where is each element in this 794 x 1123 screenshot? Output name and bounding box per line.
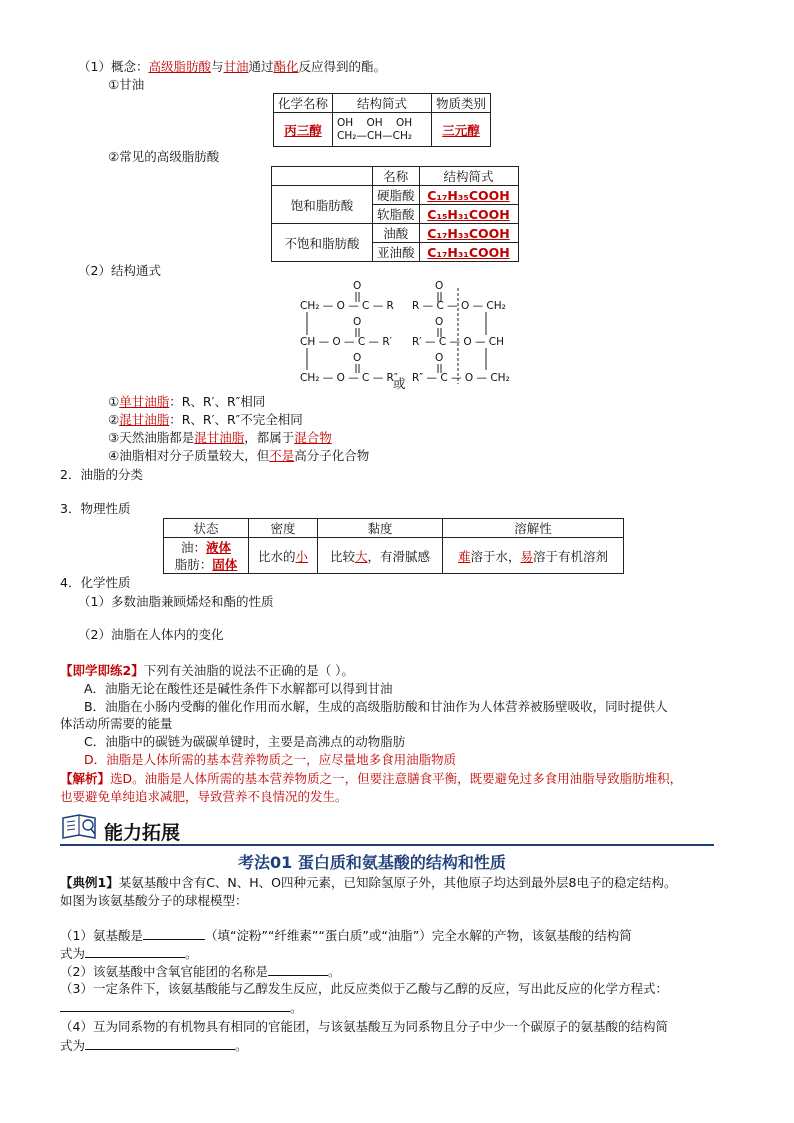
example-intro-cont: 如图为该氨基酸分子的球棍模型：	[60, 893, 248, 908]
fatty-acid-group-unsaturated: 不饱和脂肪酸	[272, 224, 373, 262]
solubility-post: 溶于有机溶剂	[533, 548, 609, 564]
chem-property-2: （2）油脂在人体内的变化	[78, 627, 224, 642]
physical-header: 状态	[164, 519, 249, 538]
physical-header: 黏度	[318, 519, 443, 538]
q2-pre: （2）该氨基酸中含氧官能团的名称是	[60, 964, 268, 979]
section-chemical: 4．化学性质	[60, 575, 131, 590]
point-num: ②	[108, 412, 120, 427]
viscosity-post: ，有滑腻感	[367, 548, 431, 564]
solubility-key-1: 难	[457, 548, 471, 564]
point-pre: 天然油脂都是	[119, 430, 195, 445]
point-key2: 混合物	[294, 430, 332, 445]
glycerol-header-formula: 结构简式	[333, 94, 432, 113]
structure-or: 或	[393, 376, 406, 391]
example-intro-text: 某氨基酸中含有C、N、H、O四种元素，已知除氢原子外，其他原子均达到最外层8电子的稳定结构。	[118, 875, 677, 890]
viscosity-pre: 比较	[329, 548, 355, 564]
glycerol-formula-top: OH OH OH	[337, 116, 413, 129]
solubility-key-2: 易	[520, 548, 534, 564]
left-row-1: CH₂ — O — C — R	[300, 300, 394, 312]
q4-post: 。	[235, 1038, 248, 1053]
left-oxygen: O	[353, 352, 362, 364]
point-key: 混甘油脂	[194, 430, 245, 445]
right-row-2: R′ — C — O — CH	[412, 336, 505, 348]
practice-option-d: D．油脂是人体所需的基本营养物质之一，应尽量地多食用油脂物质	[84, 752, 457, 767]
physical-header: 密度	[249, 519, 318, 538]
left-row-3: CH₂ — O — C — R″	[300, 372, 398, 384]
point-rest: ：R、R′、R″相同	[169, 394, 266, 409]
example-tag: 【典例1】	[60, 875, 119, 890]
state-fat	[168, 556, 244, 573]
point-rest: 高分子化合物	[294, 448, 370, 463]
point-3	[108, 429, 332, 446]
fatty-acid-group-saturated: 饱和脂肪酸	[272, 186, 373, 224]
right-row-3: R″ — C — O — CH₂	[412, 372, 510, 384]
point-num: ④	[108, 448, 120, 463]
q1-formula-blank[interactable]	[85, 944, 185, 958]
left-oxygen: O	[353, 316, 362, 328]
concept-line	[78, 58, 386, 75]
right-oxygen: O	[435, 316, 444, 328]
fatty-acid-table	[271, 166, 519, 262]
fatty-acid-name: 油酸	[373, 224, 420, 243]
glycerol-header-category: 物质类别	[432, 94, 491, 113]
fatty-acid-header-name: 名称	[373, 167, 420, 186]
physical-density	[249, 538, 318, 574]
state-oil	[168, 539, 244, 556]
example-q4: （4）互为同系物的有机物具有相同的官能团，与该氨基酸互为同系物且分子中少一个碳原子的氨基酸的结构简	[60, 1019, 668, 1034]
concept-reaction: 酯化	[273, 59, 299, 74]
glycerol-formula-bottom: CH₂—CH—CH₂	[337, 129, 413, 142]
fatty-acid-label: ②常见的高级脂肪酸	[108, 149, 220, 164]
point-rest: ：R、R′、R″不完全相同	[169, 412, 303, 427]
q4-pre: 式为	[60, 1038, 86, 1053]
fatty-acid-formula: C₁₅H₃₁COOH	[419, 205, 518, 224]
state-fat-value: 固体	[212, 556, 238, 572]
fatty-acid-name: 软脂酸	[373, 205, 420, 224]
physical-state	[164, 538, 249, 574]
concept-acid: 高级脂肪酸	[148, 59, 211, 74]
q3-blank[interactable]	[60, 998, 290, 1012]
structure-right	[412, 280, 512, 390]
right-row-1: R — C — O — CH₂	[412, 300, 506, 312]
density-pre: 比水的	[257, 548, 296, 564]
example-intro	[60, 874, 676, 891]
glycerol-header-name: 化学名称	[274, 94, 333, 113]
q3-post: 。	[290, 1000, 303, 1015]
point-num: ①	[108, 394, 120, 409]
physical-header: 溶解性	[443, 519, 624, 538]
structure-left	[300, 280, 410, 390]
concept-and: 与	[210, 59, 224, 74]
right-oxygen: O	[435, 280, 444, 292]
example-q3-answer	[60, 998, 303, 1016]
fatty-acid-formula: C₁₇H₃₁COOH	[419, 243, 518, 262]
practice-option-b: B．油脂在小肠内受酶的催化作用而水解，生成的高级脂肪酸和甘油作为人体营养被肠壁吸收，同时提供人	[84, 699, 668, 714]
q1-blank[interactable]	[143, 926, 205, 940]
point-num: ③	[108, 430, 120, 445]
fatty-acid-name: 硬脂酸	[373, 186, 420, 205]
concept-suffix: 反应得到的酯。	[298, 59, 387, 74]
physical-table	[163, 518, 624, 574]
example-q3: （3）一定条件下，该氨基酸能与乙醇发生反应，此反应类似于乙酸与乙醇的反应，写出此反应的化学方程式：	[60, 981, 668, 996]
q4-blank[interactable]	[85, 1036, 235, 1050]
section-physical: 3．物理性质	[60, 501, 131, 516]
physical-solubility	[443, 538, 624, 574]
practice-tag: 【即学即练2】	[60, 663, 144, 678]
glycerol-label: ①甘油	[108, 77, 145, 92]
chem-property-1: （1）多数油脂兼顾烯烃和酯的性质	[78, 594, 274, 609]
viscosity-key: 大	[354, 548, 368, 564]
fatty-acid-name: 亚油酸	[373, 243, 420, 262]
left-oxygen: O	[353, 280, 362, 292]
glycerol-category: 三元醇	[432, 113, 491, 147]
solubility-mid: 溶于水，	[470, 548, 521, 564]
glycerol-table	[273, 93, 491, 147]
concept-via: 通过	[248, 59, 274, 74]
point-pre: 油脂相对分子质量较大，但	[119, 448, 270, 463]
analysis-tag: 【解析】	[60, 771, 111, 786]
point-key: 单甘油脂	[119, 394, 170, 409]
analysis-text: 选D。油脂是人体所需的基本营养物质之一，但要注意膳食平衡，既要避免过多食用油脂导致脂肪堆积，	[110, 771, 683, 786]
example-q1-cont	[60, 944, 198, 962]
practice-question	[60, 662, 354, 679]
point-4	[108, 447, 369, 464]
example-q1	[60, 926, 632, 944]
practice-question-text: 下列有关油脂的说法不正确的是（ ）。	[143, 663, 354, 678]
physical-viscosity	[318, 538, 443, 574]
book-icon	[60, 812, 98, 842]
book-icon-svg	[60, 812, 98, 842]
glycerol-name: 丙三醇	[274, 113, 333, 147]
q1-pre: （1）氨基酸是	[60, 928, 143, 943]
fatty-acid-formula: C₁₇H₃₅COOH	[419, 186, 518, 205]
practice-option-c: C．油脂中的碳链为碳碳单键时，主要是高沸点的动物脂肪	[84, 734, 406, 749]
glycerol-formula	[333, 113, 432, 147]
point-2	[108, 411, 303, 428]
practice-analysis-cont: 也要避免单纯追求减肥，导致营养不良情况的发生。	[60, 789, 348, 804]
left-row-2: CH — O — C — R′	[300, 336, 393, 348]
state-fat-label: 脂肪：	[174, 556, 213, 572]
point-mid: ，都属于	[244, 430, 295, 445]
right-oxygen: O	[435, 352, 444, 364]
q1-post: （填“淀粉”“纤维素”“蛋白质”或“油脂”）完全水解的产物，该氨基酸的结构简	[204, 928, 632, 943]
q2-post: 。	[327, 964, 341, 979]
q1-cont-pre: 式为	[60, 946, 86, 961]
method-title: 考法01 蛋白质和氨基酸的结构和性质	[238, 853, 506, 872]
concept-glycerol: 甘油	[223, 59, 249, 74]
practice-option-b-cont: 体活动所需要的能量	[60, 716, 173, 731]
fatty-acid-formula: C₁₇H₃₃COOH	[419, 224, 518, 243]
state-oil-value: 液体	[206, 539, 232, 555]
example-q2	[60, 962, 340, 980]
fatty-acid-header-formula: 结构简式	[419, 167, 518, 186]
section-classification: 2．油脂的分类	[60, 467, 143, 482]
density-key: 小	[295, 548, 309, 564]
q1-cont-post: 。	[185, 946, 198, 961]
point-key: 不是	[269, 448, 295, 463]
concept-prefix: （1）概念：	[78, 59, 149, 74]
q2-blank[interactable]	[268, 962, 328, 976]
banner-divider	[60, 844, 714, 846]
point-1	[108, 393, 265, 410]
structure-label: （2）结构通式	[78, 263, 161, 278]
state-oil-label: 油：	[180, 539, 206, 555]
banner-title: 能力拓展	[104, 822, 181, 844]
point-key: 混甘油脂	[119, 412, 170, 427]
practice-option-a: A．油脂无论在酸性还是碱性条件下水解都可以得到甘油	[84, 681, 393, 696]
fatty-acid-header-blank	[272, 167, 373, 186]
practice-analysis	[60, 770, 682, 787]
example-q4-cont	[60, 1036, 248, 1054]
